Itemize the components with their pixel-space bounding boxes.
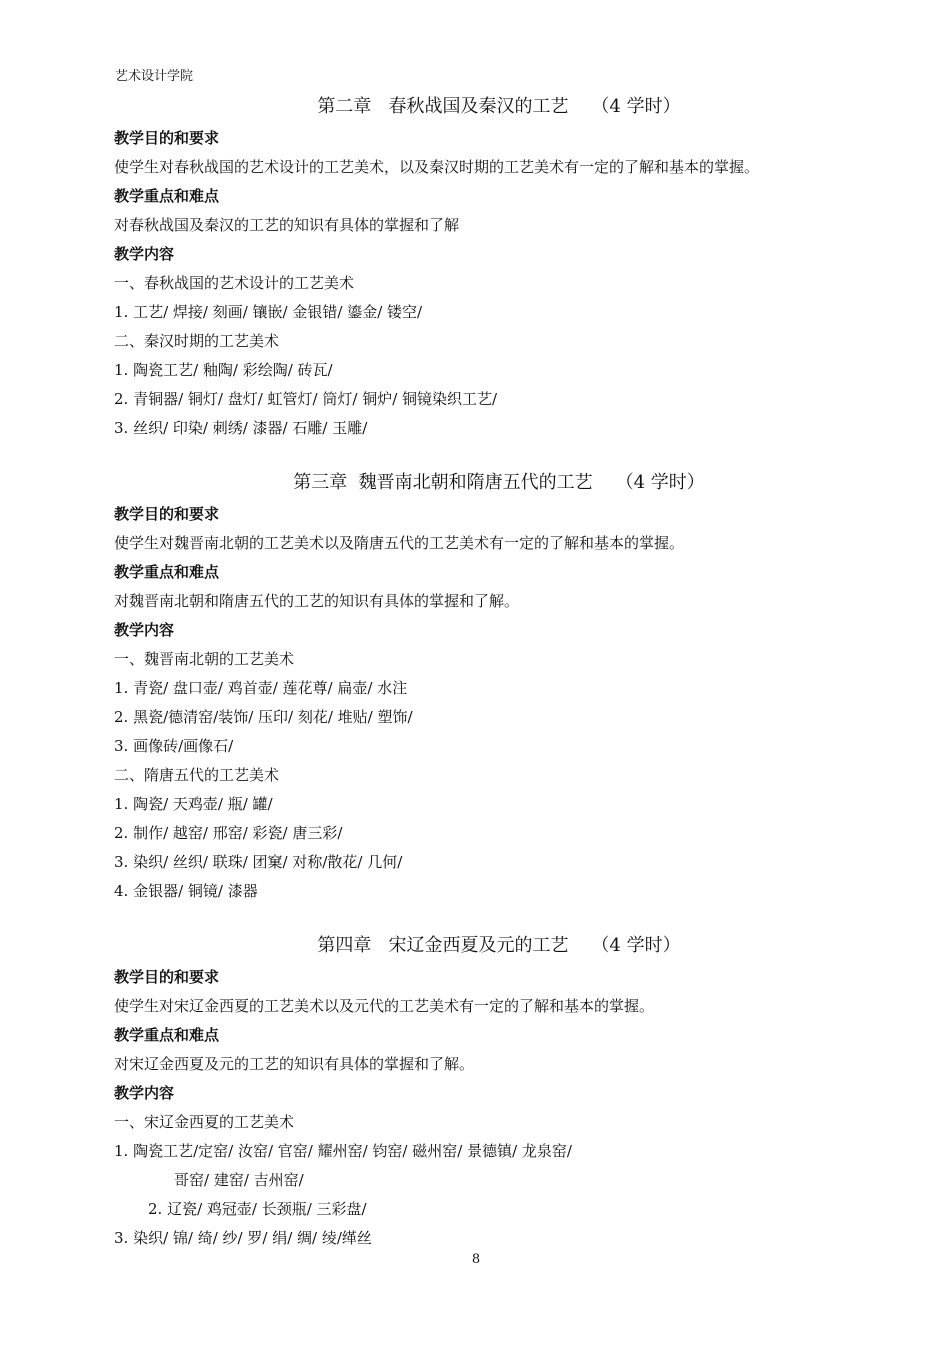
content-line: 2. 辽瓷/ 鸡冠壶/ 长颈瓶/ 三彩盘/ [148,1200,367,1218]
goal-text: 使学生对魏晋南北朝的工艺美术以及隋唐五代的工艺美术有一定的了解和基本的掌握。 [114,534,685,552]
goal-text: 使学生对春秋战国的艺术设计的工艺美术，以及秦汉时期的工艺美术有一定的了解和基本的掌握。 [114,158,760,176]
chapter-title: 第二章 春秋战国及秦汉的工艺 （4 学时） [317,96,681,117]
goal-heading: 教学目的和要求 [114,968,220,986]
goal-heading: 教学目的和要求 [114,505,220,523]
page-number: 8 [471,1252,481,1267]
focus-text: 对魏晋南北朝和隋唐五代的工艺的知识有具体的掌握和了解。 [114,592,520,610]
content-line: 1. 陶瓷工艺/ 釉陶/ 彩绘陶/ 砖瓦/ [114,361,333,379]
content-heading: 教学内容 [114,1084,175,1102]
focus-heading: 教学重点和难点 [114,187,220,205]
content-line: 二、秦汉时期的工艺美术 [114,332,280,350]
content-line: 一、魏晋南北朝的工艺美术 [114,650,295,668]
content-line: 1. 工艺/ 焊接/ 刻画/ 镶嵌/ 金银错/ 鎏金/ 镂空/ [114,303,423,321]
section-spacer [114,443,854,466]
page-header: 艺术设计学院 [115,69,194,84]
chapter-section [114,90,854,443]
content-line: 2. 制作/ 越窑/ 邢窑/ 彩瓷/ 唐三彩/ [114,824,343,842]
focus-text: 对春秋战国及秦汉的工艺的知识有具体的掌握和了解 [114,216,460,234]
content-line: 3. 染织/ 锦/ 绮/ 纱/ 罗/ 绢/ 绸/ 绫/缂丝 [114,1229,372,1247]
focus-heading: 教学重点和难点 [114,563,220,581]
content-line: 二、隋唐五代的工艺美术 [114,766,280,784]
goal-heading: 教学目的和要求 [114,129,220,147]
chapter-section [114,466,854,906]
content-line: 一、宋辽金西夏的工艺美术 [114,1113,295,1131]
content-line: 3. 丝织/ 印染/ 刺绣/ 漆器/ 石雕/ 玉雕/ [114,419,368,437]
section-spacer [114,906,854,929]
content-line: 2. 黑瓷/德清窑/装饰/ 压印/ 刻花/ 堆贴/ 塑饰/ [114,708,413,726]
content-line: 1. 陶瓷工艺/定窑/ 汝窑/ 官窑/ 耀州窑/ 钧窑/ 磁州窑/ 景德镇/ 龙泉窑/ [114,1142,572,1160]
focus-heading: 教学重点和难点 [114,1026,220,1044]
content-line: 2. 青铜器/ 铜灯/ 盘灯/ 虹管灯/ 筒灯/ 铜炉/ 铜镜染织工艺/ [114,390,498,408]
content-heading: 教学内容 [114,245,175,263]
content-line: 1. 陶瓷/ 天鸡壶/ 瓶/ 罐/ [114,795,273,813]
content-line-continuation: 哥窑/ 建窑/ 吉州窑/ [174,1171,304,1189]
focus-text: 对宋辽金西夏及元的工艺的知识有具体的掌握和了解。 [114,1055,475,1073]
chapter-title: 第三章 魏晋南北朝和隋唐五代的工艺 （4 学时） [293,472,705,493]
content-line: 4. 金银器/ 铜镜/ 漆器 [114,882,258,900]
content-line: 1. 青瓷/ 盘口壶/ 鸡首壶/ 莲花尊/ 扁壶/ 水注 [114,679,408,697]
document-body [114,90,854,1253]
content-line: 3. 画像砖/画像石/ [114,737,234,755]
content-heading: 教学内容 [114,621,175,639]
content-line: 3. 染织/ 丝织/ 联珠/ 团窠/ 对称/散花/ 几何/ [114,853,403,871]
chapter-section [114,929,854,1253]
chapter-title: 第四章 宋辽金西夏及元的工艺 （4 学时） [317,935,681,956]
goal-text: 使学生对宋辽金西夏的工艺美术以及元代的工艺美术有一定的了解和基本的掌握。 [114,997,655,1015]
content-line: 一、春秋战国的艺术设计的工艺美术 [114,274,355,292]
